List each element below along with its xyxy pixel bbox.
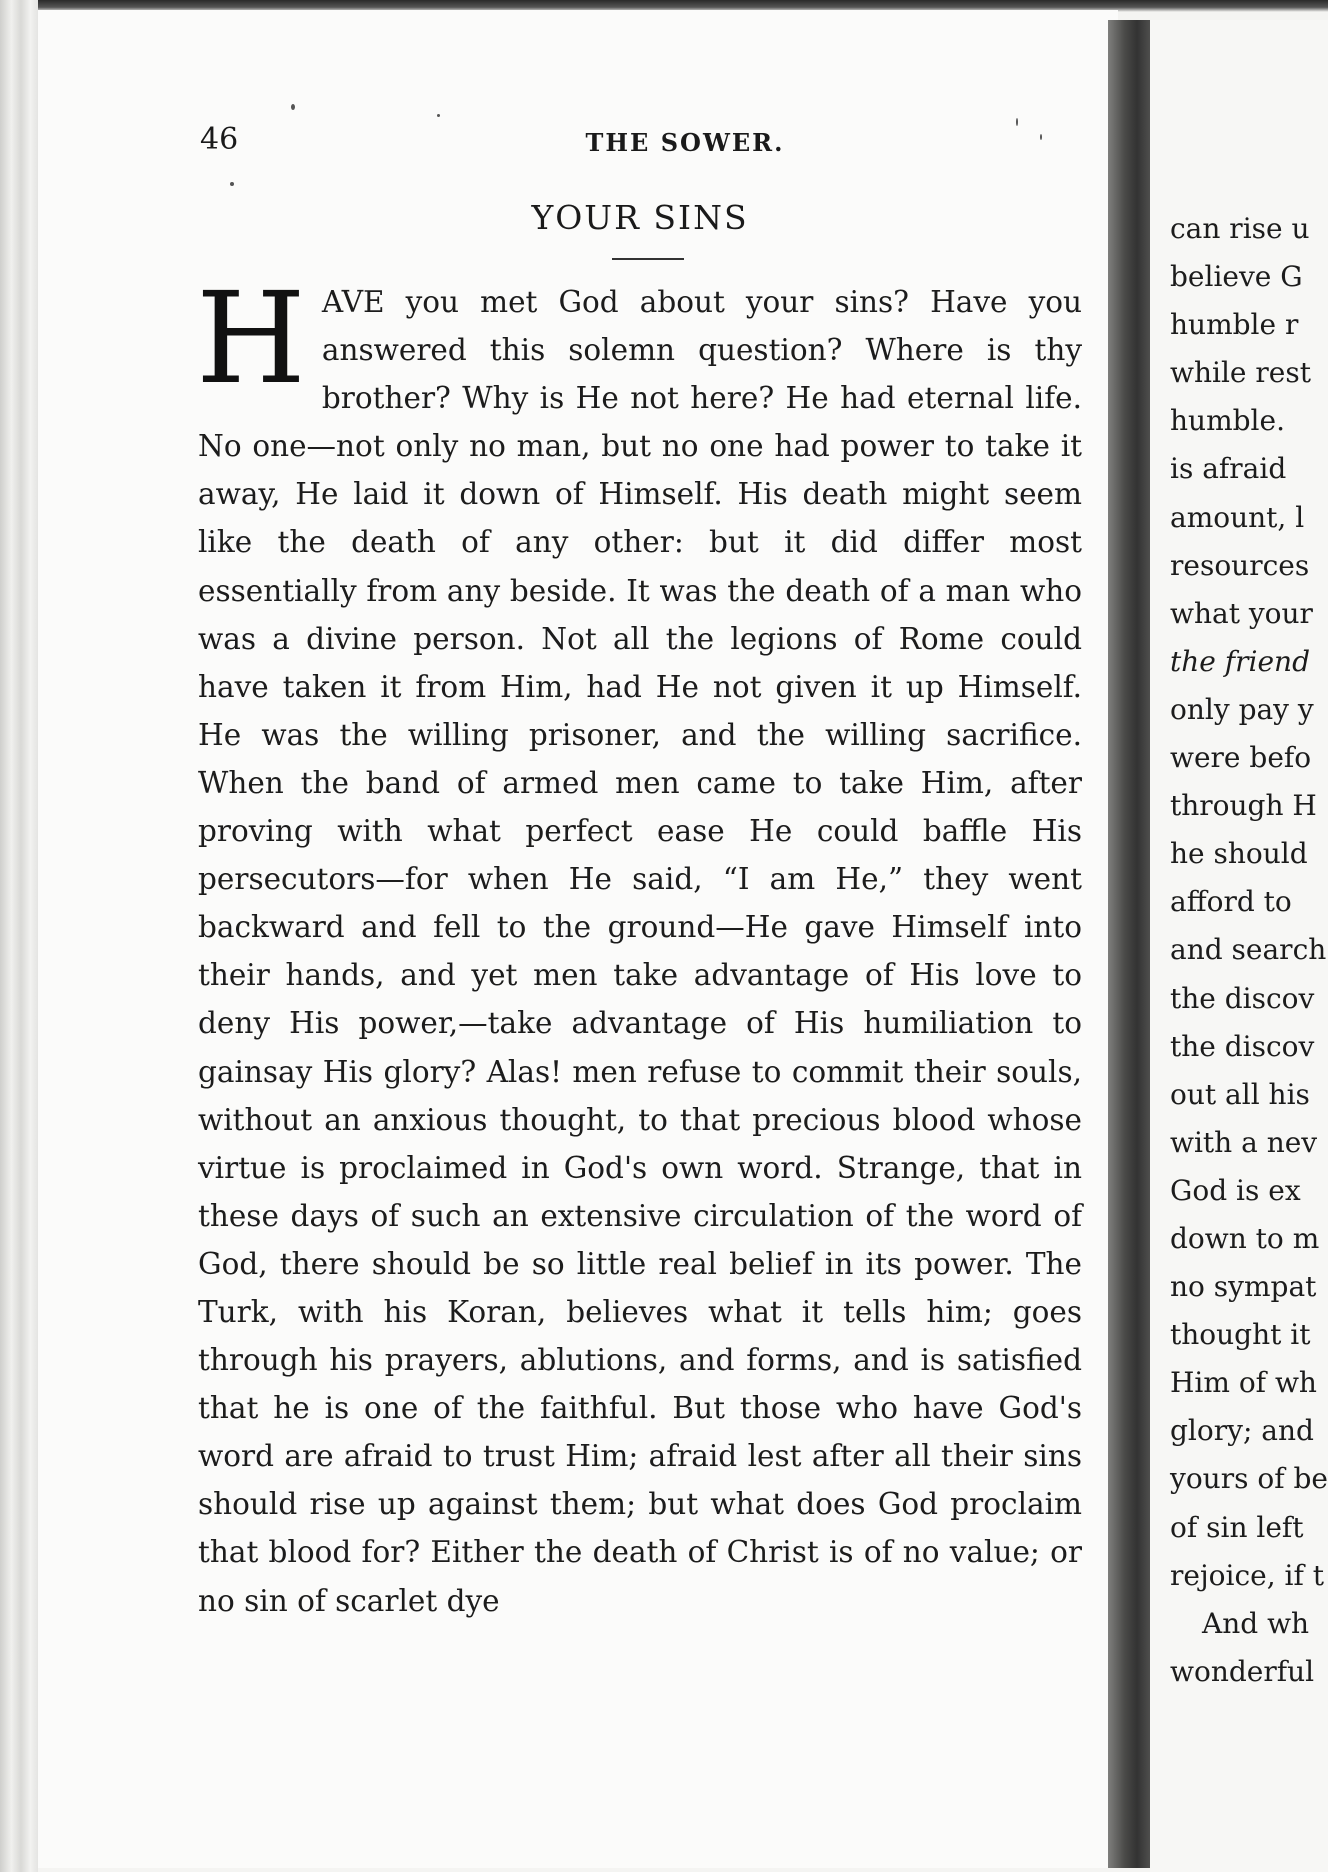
running-title: THE SOWER. (585, 128, 785, 157)
drop-cap: H (196, 265, 306, 412)
right-page-line: resources (1170, 548, 1310, 582)
title-rule (612, 258, 684, 260)
article-body (196, 265, 1082, 1768)
scan-speck (1016, 118, 1018, 126)
scan-speck (230, 182, 234, 186)
right-page-line: afford to (1170, 885, 1292, 919)
right-page-line: amount, l (1170, 500, 1305, 534)
right-page (1150, 20, 1328, 1872)
right-page-line: through H (1170, 789, 1317, 823)
right-page-line: glory; and (1170, 1414, 1314, 1448)
right-page-line: the friend (1170, 644, 1310, 678)
page-number: 46 (200, 122, 239, 157)
page-gutter (1108, 20, 1156, 1868)
scan-speck (1040, 134, 1042, 140)
right-page-line: humble r (1170, 308, 1299, 342)
right-page-line: of sin left (1170, 1510, 1304, 1544)
right-page-line: and search (1170, 933, 1327, 967)
right-page-line: no sympat (1170, 1270, 1317, 1304)
running-head (200, 122, 1060, 162)
right-page-line: is afraid (1170, 452, 1287, 486)
body-paragraph: AVE you met God about your sins? Have you answered this solemn question? Where is thy brother? Why is He not here? He had eternal life. No one—not only no man, but no one had power to take it away, He laid it down of Himself. His death might seem like the death of any other: but it did differ most essentially from any beside. It was the death of a man who was a divine person. Not all the legions of Rome could have taken it from Him, had He not given it up Himself. He was the willing prisoner, and the willing sacrifice. When the band of armed men came to take Him, after proving with what perfect ease He could baffle His persecutors—for when He said, “I am He,” they went backward and fell to the ground—He gave Himself into their hands, and yet men take advantage of His love to deny His power,—take advantage of His humiliation to gainsay His glory? Alas! men refuse to commit their souls, without an anxious thought, to that precious blood whose virtue is proclaimed in God's own word. Strange, that in these days of such an extensive circulation of the word of God, there should be so little real belief in its power. The Turk, with his Koran, believes what it tells him; goes through his prayers, ablutions, and forms, and is satisfied that he is one of the faithful. But those who have God's word are afraid to trust Him; afraid lest after all their sins should rise up against them; but what does God proclaim that blood for? Either the death of Christ is of no value; or no sin of scarlet dye (198, 285, 1082, 1618)
right-page-line: with a nev (1170, 1125, 1318, 1159)
right-page-line: down to m (1170, 1221, 1320, 1255)
right-page-line: God is ex (1170, 1173, 1301, 1207)
right-page-line: out all his (1170, 1077, 1310, 1111)
right-page-line: only pay y (1170, 692, 1314, 726)
right-page-lines (1170, 205, 1328, 1696)
right-page-line: rejoice, if t (1170, 1558, 1324, 1592)
right-page-line: the discov (1170, 1029, 1315, 1063)
right-page-line: can rise u (1170, 212, 1310, 245)
book-binding-edge (0, 0, 38, 1872)
article-title: YOUR SINS (531, 198, 749, 237)
right-page-line: were befo (1170, 741, 1312, 775)
right-page-line: thought it (1170, 1318, 1311, 1352)
right-page-line: the discov (1170, 981, 1315, 1015)
scan-speck (437, 114, 440, 117)
right-page-line: while rest (1170, 356, 1311, 390)
right-page-line: yours of be (1170, 1462, 1328, 1496)
right-page-line: wonderful (1170, 1654, 1315, 1688)
right-page-line: what your (1170, 596, 1313, 630)
right-page-line: Him of wh (1170, 1366, 1317, 1400)
right-page-line: he should (1170, 837, 1308, 871)
right-page-line: And wh (1202, 1606, 1310, 1640)
right-page-line: humble. (1170, 404, 1285, 438)
right-page-line: believe G (1170, 260, 1303, 294)
scan-speck (291, 104, 295, 110)
